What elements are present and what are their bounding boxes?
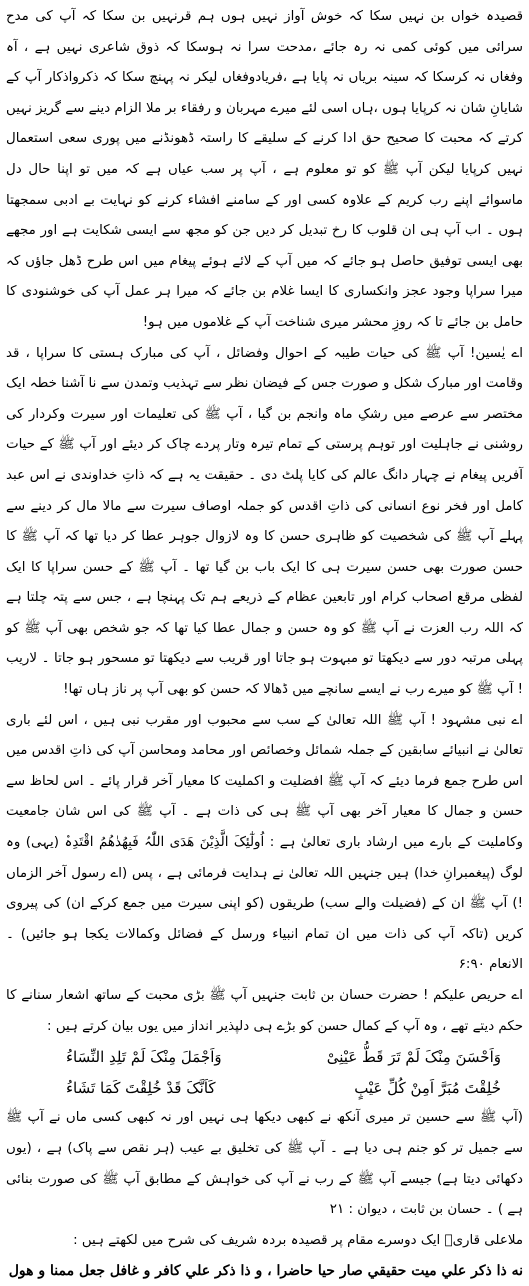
poem-hemistich-1a: وَاَحْسَنَ مِنْکَ لَمْ تَرَ قَطُّ عَیْنِیْ bbox=[326, 1048, 501, 1067]
paragraph-2: اے یٰسین! آپ ﷺ کی حیات طیبہ کے احوال وفضائل ، آپ کی مبارک ہستی کا سراپا ، قد وقامت اور مبارک شکل و صورت جس کے فیضان نظر سے تہذیب وتمدن سے نا آشنا خطہ ایک مختصر سے عرصے میں رشکِ ماہ وانجم بن گیا ، آپ ﷺ کی تعلیمات اور سیرت وکردار کی روشنی نے جاہلیت اور توہم پرستی کے تمام تیرہ وتار پردے چاک کر دیئے اور آپ ﷺ کے حیات آفریں پیغام نے چہار دانگ عالم کی کایا پلٹ دی ۔ حقیقت یہ ہے کہ ذاتِ خداوندی نے اس عبد کامل اور فخر نوع انسانی کی ذاتِ اقدس کو جملہ اوصاف سیرت سے مالا مال کر دینے سے پہلے آپ ﷺ کی شخصیت کو ظاہری حسن کا وہ لازوال جوہر عطا کر دیا تھا کہ آپ ﷺ کا حسن صورت بھی حسن سیرت ہی کا ایک باب بن گیا تھا ۔ آپ ﷺ کے حسن سراپا کا ایک لفظی مرقع اصحاب کرام اور تابعین عظام کے ذریعے ہم تک پہنچا ہے ، جس سے پتہ چلتا ہے کہ اللہ رب العزت نے آپ ﷺ کو وہ حسن و جمال عطا کیا تھا کہ جو شخص بھی آپ ﷺ کو پہلی مرتبہ دور سے دیکھتا تو مبہوت ہو جاتا اور قریب سے دیکھتا تو مسحور ہو جاتا ۔ لاریب ! آپ ﷺ کو میرے رب نے ایسے سانچے میں ڈھالا کہ حسن کو بھی آپ پر ناز ہاں تھا! bbox=[6, 345, 523, 698]
poem-hemistich-1b: وَاَجْمَلَ مِنْکَ لَمْ تَلِدِ النِّسَاءُ bbox=[66, 1048, 222, 1067]
poem-hemistich-2b: کَاَنَّکَ قَدْ خُلِقْتَ کَمَا تَشَاءُ bbox=[66, 1079, 216, 1098]
quran-verse: اُولٰٓئِکَ الَّذِیْنَ ھَدَی اللّٰہُ فَبِھُدٰھُمُ اقْتَدِہْ bbox=[64, 835, 265, 851]
paragraph-5: (آپ ﷺ سے حسین تر میری آنکھ نے کبھی دیکھا ہی نہیں اور نہ کبھی کسی ماں نے آپ ﷺ سے جمیل تر کو جنم ہی دیا ہے ۔ آپ ﷺ کی تخلیق بے عیب (ہر نقص سے پاک) ہے ، (یوں دکھائی دیتا ہے) جیسے آپ ﷺ کے رب نے آپ کی خواہش کے مطابق آپ ﷺ کی صورت بنائی ہے ) ۔ حسان بن ثابت ، دیوان : ۲۱ bbox=[6, 1110, 523, 1218]
paragraph-6: ملاعلی قاریؒ ایک دوسرے مقام پر قصیدہ بردہ شریف کی شرح میں لکھتے ہیں : bbox=[73, 1232, 523, 1248]
arabic-quote-line: نه ذا ذكر علي ميت حقيقي صار حيا حاضرا ، و ذا ذكر علي كافر و غافل جعل ممنا و هول bbox=[8, 1263, 523, 1280]
paragraph-3-text: اے نبی مشہود ! آپ ﷺ اللہ تعالیٰ کے سب سے محبوب اور مقرب نبی ہیں ، اس لئے باری تعالیٰ نے انبیائے سابقین کے جملہ شمائل وخصائص اور محامد ومحاسن آپ کی ذاتِ اقدس میں اس طرح جمع فرما دیئے کہ آپ ﷺ افضلیت و اکملیت کا معیار آخر قرار پائے ۔ اس لحاظ سے حسن و جمال کا معیار آخر بھی آپ ﷺ ہی کی ذات ہے ۔ آپ ﷺ کی اس شان جامعیت وکاملیت کے بارے میں ارشاد باری تعالیٰ ہے : bbox=[6, 712, 523, 851]
paragraph-4: اے حریص علیکم ! حضرت حسان بن ثابت جنہیں آپ ﷺ بڑی محبت کے ساتھ اشعار سنانے کا حکم دیتے تھے ، وہ آپ کے کمال حسن کو بڑے ہی دلپذیر انداز میں یوں بیان کرتے ہیں : bbox=[6, 988, 523, 1034]
poem-couplet-2 bbox=[6, 1073, 523, 1104]
poem-hemistich-2a: خُلِقْتَ مُبَرَّ اَمِنْ کُلِّ عَیْبٍ bbox=[354, 1079, 501, 1098]
paragraph-3-translation: (یہی) وہ لوگ (پیغمبرانِ خدا) ہیں جنہیں اللہ تعالیٰ نے ہدایت فرمائی ہے ، پس (اے رسول آخر الزماں !) آپ ﷺ ان کے (فضیلت والے سب) طریقوں (کو اپنی سیرت میں جمع کرکے ان) کی پیروی کریں (تاکہ آپ کی ذات میں ان تمام انبیاء ورسل کے فضائل وکمالات یکجا ہو جائیں) ۔ bbox=[6, 835, 523, 942]
paragraph-3 bbox=[6, 706, 523, 981]
quran-reference: الانعام ۶:۹۰ bbox=[458, 957, 523, 973]
paragraph-1: قصیدہ خواں بن نہیں سکا کہ خوش آواز نہیں ہوں ہم قرنہیں بن سکا کہ آپ کی مدح سرائی میں کوئی کمی نہ رہ جائے ،مدحت سرا نہ ہوسکا کہ ذوق شاعری نہیں ہے ، آہ وفغاں نہ کرسکا کہ سینہ بریاں نہ پایا ہے ،فریادوفغاں لیکر نہ پہنچ سکا کہ ذکرواذکار آپ کے شایانِ شان نہ کرپایا ہوں ،ہاں اسی لئے میرے مہربان و رفقاء بر ملا الزام دینے سے گریز نہیں کرتے کہ محبت کا صحیح حق ادا کرنے کے سلیقے کا راستہ ڈھونڈنے میں پوری سعی استعمال نہیں کرپایا لیکن آپ ﷺ کو تو معلوم ہے ، آپ پر سب عیاں ہے کہ میں تو اپنا حال دل ماسوائے اپنے رب کریم کے علاوہ کسی اور کے سامنے افشاء کرنے کو نہایت بے ادبی سمجھتا ہوں ۔ اب آپ ہی ان قلوب کا رخ تبدیل کر دیں جن کو مجھ سے ایسی شکایت ہے اور مجھے بھی ایسی توفیق حاصل ہو جائے کہ میں آپ کے لائے ہوئے پیغام میں اس طرح ڈھل جاؤں کہ میرا سراپا وجود عجز وانکساری کا ایسا غلام بن جائے کہ میرا ہر عمل آپ کی خوشنودی کا حامل بن جائے تا کہ روزِ محشر میری شناخت آپ کے غلاموں میں ہو! bbox=[6, 9, 523, 330]
poem-couplet-1 bbox=[6, 1042, 523, 1073]
